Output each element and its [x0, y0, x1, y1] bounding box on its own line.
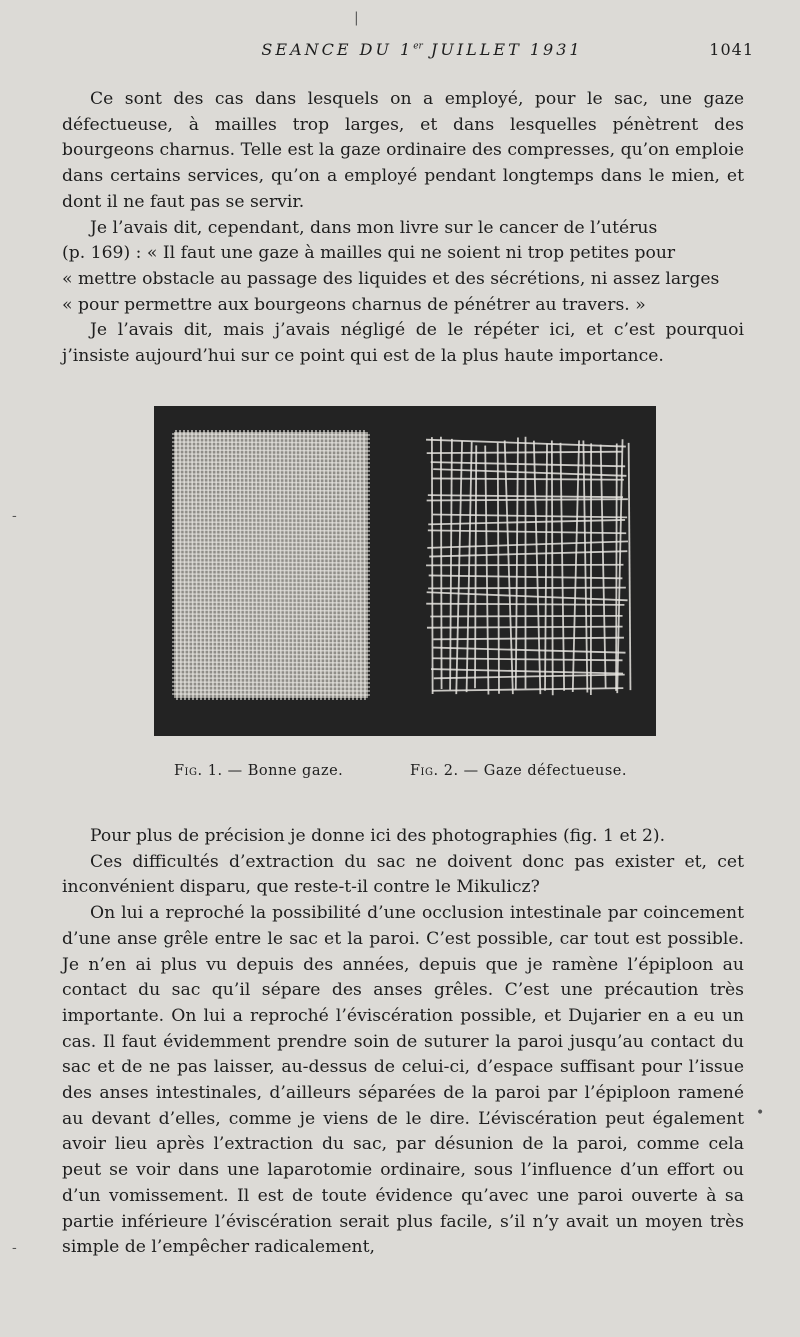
header-title-main: SEANCE DU 1 [261, 40, 414, 59]
margin-mark: | [354, 10, 359, 26]
paragraph-line: (p. 169) : « Il faut une gaze à mailles qui ne soient ni trop petites pour [62, 243, 676, 264]
running-header [90, 40, 754, 64]
paragraph-line: « mettre obstacle au passage des liquides et des sécrétions, ni assez larges [62, 268, 720, 289]
caption-fig-1-number: Fig. 1. [174, 763, 223, 779]
paragraph: Je l’avais dit, mais j’avais négligé de le répéter ici, et c’est pourquoi j’insiste aujourd’hui sur ce point qui est de la plus haute importance. [62, 320, 744, 367]
paragraph-line: Je l’avais dit, cependant, dans mon livre sur le cancer de l’utérus [90, 217, 658, 238]
caption-fig-2-number: Fig. 2. [410, 763, 459, 779]
margin-mark: - [12, 1240, 17, 1256]
caption-fig-1-text: — Bonne gaze. [222, 763, 344, 779]
margin-mark: - [12, 508, 17, 524]
caption-fig-2-text: — Gaze défectueuse. [458, 763, 627, 779]
figure-captions [174, 763, 654, 787]
margin-mark: • [756, 1105, 765, 1121]
caption-fig-1 [174, 763, 343, 779]
header-title-date: JUILLET 1931 [422, 40, 583, 59]
text-bottom [62, 824, 744, 1261]
good-gauze-image [172, 430, 370, 700]
gauze-photograph-svg [154, 406, 656, 736]
paragraph: Ce sont des cas dans lesquels on a employé, pour le sac, une gaze défectueuse, à mailles trop larges, et dans lesquelles pénètrent des bourgeons charnus. Telle est la gaze ordinaire des compresses, qu’on emploie dans certains services, qu’on a employé pendant longtemps dans le mien, et dont il ne faut pas se servir. [62, 89, 744, 212]
gauze-photograph [154, 406, 656, 736]
page-number: 1041 [709, 40, 754, 59]
caption-fig-2 [410, 763, 627, 779]
header-title-superscript: er [413, 41, 423, 52]
paragraph: Pour plus de précision je donne ici des photographies (fig. 1 et 2). [90, 826, 666, 846]
paragraph: Ces difficultés d’extraction du sac ne doivent donc pas exister et, cet inconvénient disparu, que reste-t-il contre le Mikulicz? [62, 851, 744, 898]
paragraph-line: « pour permettre aux bourgeons charnus de pénétrer au travers. » [62, 294, 646, 315]
text-top [62, 87, 744, 370]
header-title [90, 40, 754, 59]
paragraph: On lui a reproché la possibilité d’une occlusion intestinale par coincement d’une anse grêle entre le sac et la paroi. C’est possible, car tout est possible. Je n’en ai plus vu depuis des années, depuis que je ramène l’épiploon au contact du sac qu’il sépare des anses grêles. C’est une précaution très importante. On lui a reproché l’éviscération possible, et Dujarier en a eu un cas. Il faut évidemment prendre soin de suturer la paroi jusqu’au contact du sac et de ne pas laisser, au-dessus de celui-ci, d’espace suffisant pour l’issue des anses intestinales, d’ailleurs séparées de la paroi par l’épiploon ramené au devant d’elles, comme je viens de le dire. L’éviscération peut également avoir lieu après l’extraction du sac, par désunion de la paroi, comme cela peut se voir dans une laparotomie ordinaire, sous l’influence d’un effort ou d’un vomissement. Il est de toute évidence qu’avec une paroi ouverte à sa partie inférieure l’éviscération serait plus facile, s’il n’y avait un moyen très simple de l’empêcher radicalement, [62, 903, 744, 1258]
